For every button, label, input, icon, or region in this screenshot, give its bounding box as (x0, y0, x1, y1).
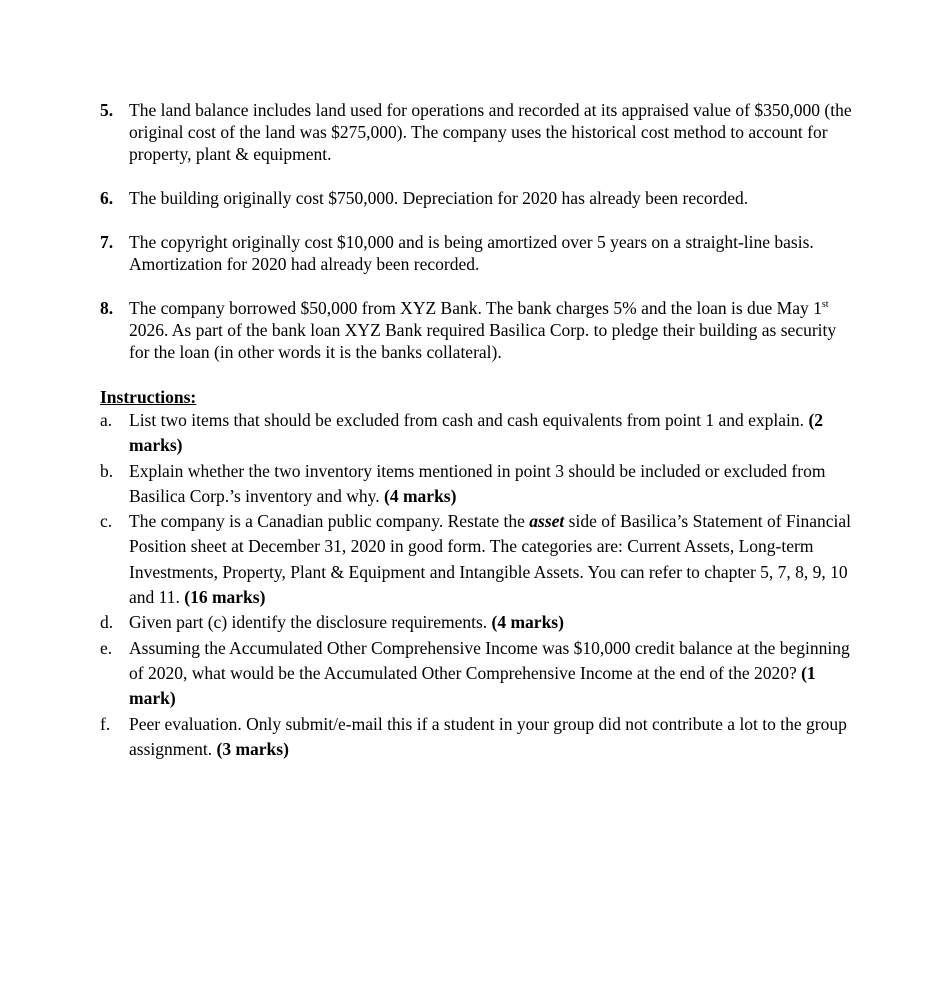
instruction-item-f (100, 712, 860, 763)
instruction-item-a (100, 408, 860, 459)
item-marks: (3 marks) (216, 738, 289, 759)
note-6 (100, 187, 860, 209)
note-text-before: The company borrowed $50,000 from XYZ Bank. The bank charges 5% and the loan is due May 1 (129, 298, 822, 318)
ordinal-superscript: st (821, 299, 829, 311)
item-body: Peer evaluation. Only submit/e-mail this if a student in your group did not contribute a lot to the group assignment. (129, 713, 847, 759)
item-marks: (1 mark) (129, 662, 816, 709)
note-7 (100, 231, 860, 275)
item-letter: f. (100, 713, 111, 734)
note-number: 7. (100, 232, 114, 252)
item-marks: (2 marks) (129, 410, 824, 456)
note-text: The building originally cost $750,000. Depreciation for 2020 has already been recorded. (129, 188, 749, 208)
instruction-item-c (100, 509, 860, 610)
item-body: List two items that should be excluded from cash and cash equivalents from point 1 and explain. (129, 410, 809, 430)
item-text (129, 408, 860, 459)
note-number: 5. (100, 100, 114, 120)
note-8 (100, 297, 860, 363)
instruction-item-b (100, 459, 860, 510)
note-number: 6. (100, 188, 114, 208)
item-letter: b. (100, 460, 114, 481)
note-text-after: 2026. As part of the bank loan XYZ Bank required Basilica Corp. to pledge their building as security for the loan (in other words it is the banks collateral). (129, 320, 837, 362)
item-body-after: side of Basilica’s Statement of Financial Position sheet at December 31, 2020 in good form. The categories are: Current Assets, Long-term Investments, Property, Plant & Equipment and Intangible Assets. You can refer to chapter 5, 7, 8, 9, 10 and 11. (129, 511, 852, 608)
item-marks: (16 marks) (184, 587, 266, 608)
item-letter: e. (100, 637, 113, 658)
item-letter: a. (100, 410, 113, 430)
instruction-item-e (100, 636, 860, 712)
item-letter: d. (100, 612, 114, 633)
instructions-section (100, 386, 860, 762)
item-marks: (4 marks) (384, 485, 457, 506)
instructions-heading: Instructions: (100, 387, 197, 407)
item-text (129, 636, 860, 712)
item-body: Given part (c) identify the disclosure requirements. (129, 612, 492, 633)
item-text (129, 459, 860, 510)
item-body-before: The company is a Canadian public company. Restate the (129, 511, 530, 532)
note-text (129, 297, 860, 363)
item-text (129, 712, 860, 763)
note-text: The land balance includes land used for operations and recorded at its appraised value of $350,000 (the original cost of the land was $275,000). The company uses the historical cost method to account for property, plant & equipment. (129, 100, 852, 164)
note-5 (100, 99, 860, 165)
item-body: Explain whether the two inventory items mentioned in point 3 should be included or excluded from Basilica Corp.’s inventory and why. (129, 460, 826, 506)
item-marks: (4 marks) (491, 612, 564, 633)
item-text (129, 610, 860, 635)
instruction-item-d (100, 610, 860, 635)
note-text: The copyright originally cost $10,000 and is being amortized over 5 years on a straight-line basis. Amortization for 2020 had already been recorded. (129, 232, 814, 274)
item-emphasis: asset (529, 511, 565, 532)
notes-list (100, 99, 860, 385)
item-body: Assuming the Accumulated Other Comprehensive Income was $10,000 credit balance at the beginning of 2020, what would be the Accumulated Other Comprehensive Income at the end of the 2020? (129, 637, 850, 683)
note-number: 8. (100, 298, 114, 318)
item-text (129, 509, 860, 610)
item-letter: c. (100, 511, 113, 532)
